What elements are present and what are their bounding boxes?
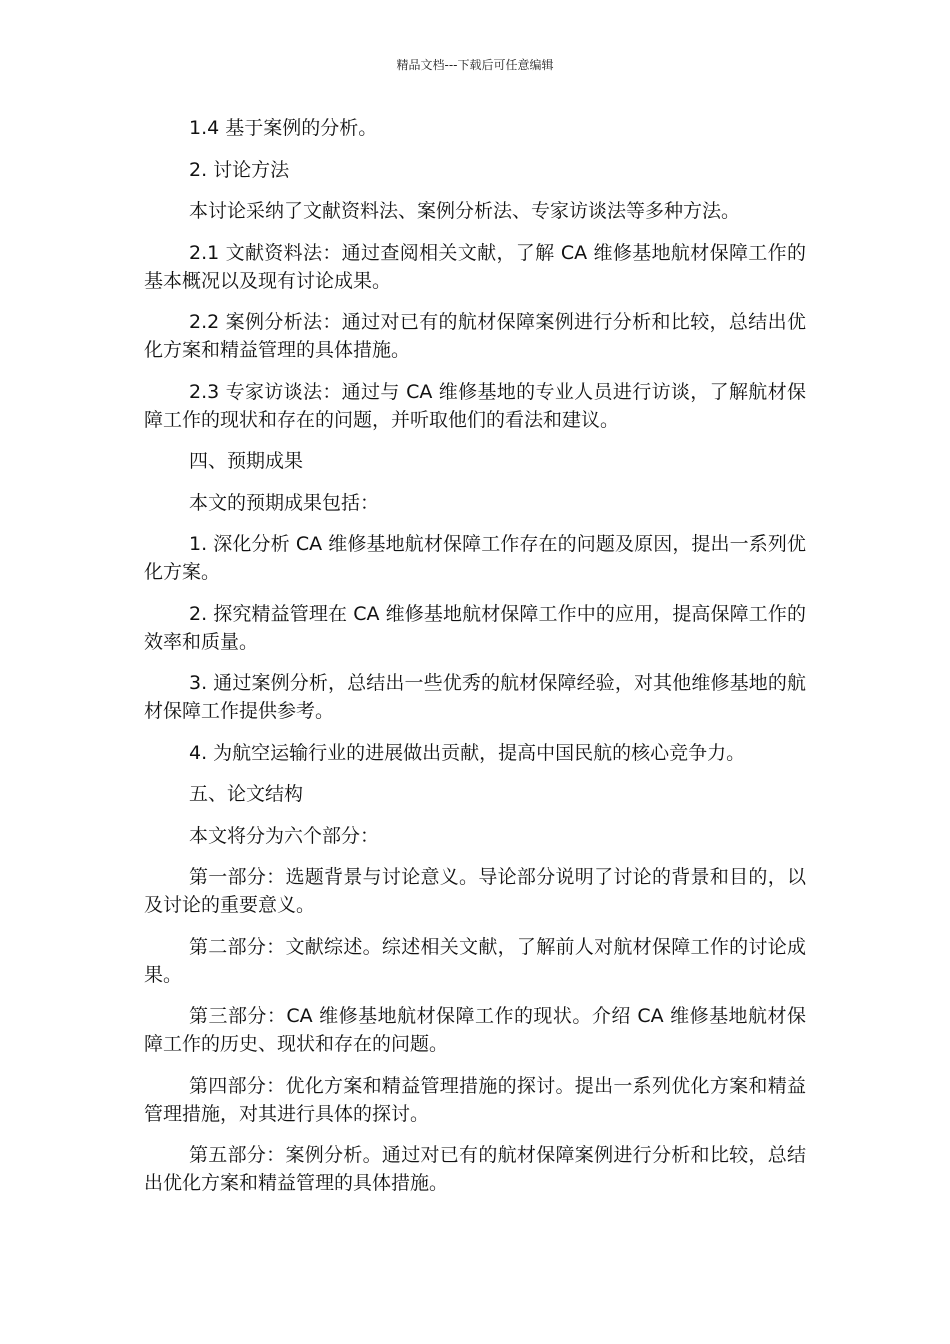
list-item: 1. 深化分析 CA 维修基地航材保障工作存在的问题及原因，提出一系列优化方案。	[144, 533, 806, 583]
paragraph: 1.4 基于案例的分析。	[189, 117, 378, 139]
list-item: 2. 探究精益管理在 CA 维修基地航材保障工作中的应用，提高保障工作的效率和质量。	[144, 602, 806, 653]
list-item: 4. 为航空运输行业的进展做出贡献，提高中国民航的核心竞争力。	[189, 741, 746, 764]
list-item: 第二部分：文献综述。综述相关文献，了解前人对航材保障工作的讨论成果。	[144, 935, 806, 986]
page-header: 精品文档---下载后可任意编辑	[396, 58, 554, 72]
section-heading: 四、预期成果	[189, 450, 304, 472]
list-item: 3. 通过案例分析，总结出一些优秀的航材保障经验，对其他维修基地的航材保障工作提供参考。	[144, 672, 806, 722]
paragraph: 本讨论采纳了文献资料法、案例分析法、专家访谈法等多种方法。	[189, 200, 741, 222]
paragraph: 本文将分为六个部分：	[189, 824, 380, 847]
paragraph: 本文的预期成果包括：	[189, 491, 380, 514]
document-body	[144, 114, 806, 1211]
list-item: 第五部分：案例分析。通过对已有的航材保障案例进行分析和比较，总结出优化方案和精益管理的具体措施。	[144, 1144, 806, 1194]
section-heading: 五、论文结构	[189, 783, 304, 805]
list-item: 第一部分：选题背景与讨论意义。导论部分说明了讨论的背景和目的，以及讨论的重要意义。	[144, 866, 806, 916]
list-item: 第四部分：优化方案和精益管理措施的探讨。提出一系列优化方案和精益管理措施，对其进行具体的探讨。	[144, 1074, 806, 1125]
paragraph: 2.1 文献资料法：通过查阅相关文献，了解 CA 维修基地航材保障工作的基本概况以及现有讨论成果。	[144, 241, 806, 292]
section-heading: 2. 讨论方法	[189, 158, 290, 181]
paragraph: 2.2 案例分析法：通过对已有的航材保障案例进行分析和比较，总结出优化方案和精益管理的具体措施。	[144, 311, 806, 361]
paragraph: 2.3 专家访谈法：通过与 CA 维修基地的专业人员进行访谈，了解航材保障工作的现状和存在的问题，并听取他们的看法和建议。	[144, 380, 806, 431]
list-item: 第三部分：CA 维修基地航材保障工作的现状。介绍 CA 维修基地航材保障工作的历史、现状和存在的问题。	[144, 1005, 806, 1055]
